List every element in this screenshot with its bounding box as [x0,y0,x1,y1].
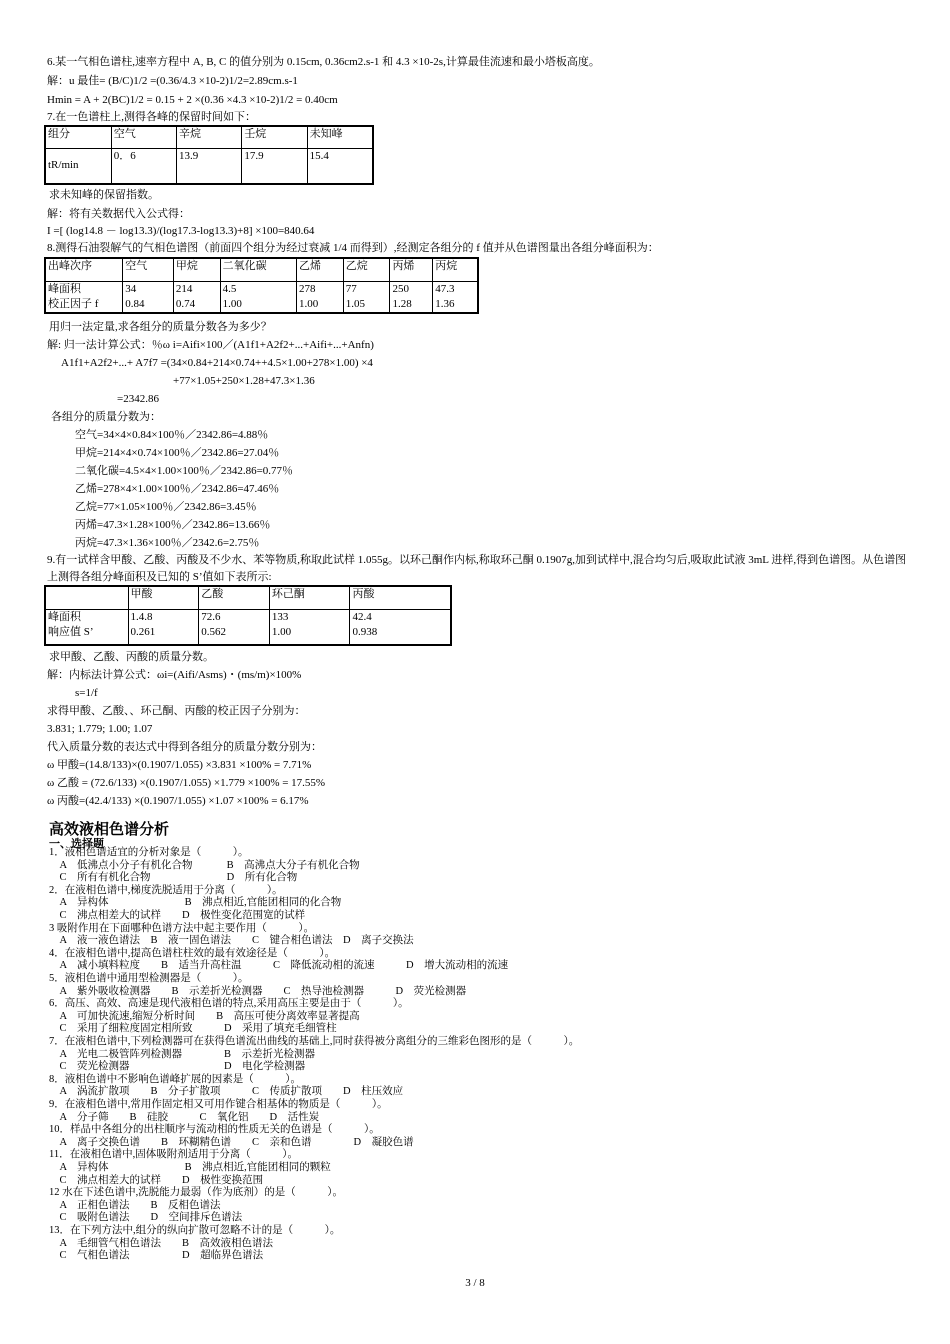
problem-8-answer-4: =2342.86 [117,393,159,405]
table-cell: 47.3 [433,282,478,298]
table-cell: 0.74 [173,297,220,313]
table-header-cell: 空气 [111,126,176,148]
result-line: 二氧化碳=4.5×4×1.00×100％／2342.86=0.77％ [75,465,294,477]
problem-9-question: 求甲酸、乙酸、丙酸的质量分数。 [49,651,214,663]
table-header-cell: 环己酮 [269,586,350,610]
question-line: 5．液相色谱中通用型检测器是（ ）。 [49,973,249,984]
question-line: A 分子筛 B 硅胶 C 氧化铝 D 活性炭 [49,1111,320,1123]
table-cell: 133 [269,610,350,626]
result-line: 乙烯=278×4×1.00×100％／2342.86=47.46％ [75,483,280,495]
table-cell: 250 [390,282,433,298]
question-line: 9．在液相色谱中,常用作固定相又可用作键合相基体的物质是（ ）。 [49,1099,388,1110]
question-line: A 液一液色谱法 B 液一固色谱法 C 键合相色谱法 D 离子交换法 [49,935,414,947]
question-line: A 减小填料粒度 B 适当升高柱温 C 降低流动相的流速 D 增大流动相的流速 [49,960,509,972]
result-line: ω 丙酸=(42.4/133) ×(0.1907/1.055) ×1.07 ×100% = 6.17% [47,795,309,807]
problem-8-answer-3: +77×1.05+250×1.28+47.3×1.36 [173,375,315,387]
table-header-cell: 乙烷 [343,258,390,282]
table-cell: 13.9 [176,148,241,184]
table-header-cell: 丙烯 [390,258,433,282]
table-cell: 42.4 [350,610,451,626]
table-row-label: 峰面积 [48,611,81,623]
problem-8-answer-2: A1f1+A2f2+...+ A7f7 =(34×0.84+214×0.74++4.5×1.00+278×1.00) ×4 [61,357,373,369]
table-header-cell: 丙烷 [433,258,478,282]
question-line: C 气相色谱法 D 超临界色谱法 [49,1250,264,1262]
table-cell: 72.6 [199,610,270,626]
problem-9-answer-3: 求得甲酸、乙酸、、环己酮、丙酸的校正因子分别为： [47,705,306,717]
question-line: 3 吸附作用在下面哪种色谱方法中起主要作用（ ）。 [49,922,315,934]
question-line: 7．在液相色谱中,下列检测器可在获得色谱流出曲线的基础上,同时获得被分离组分的三维彩色图形的是（ ）。 [49,1036,580,1047]
result-line: 丙烷=47.3×1.36×100％／2342.6=2.75％ [75,537,260,549]
table-cell: 214 [173,282,220,298]
question-line: 1．液相色谱适宜的分析对象是（ ）。 [49,847,249,858]
table-cell: 0.84 [123,297,174,313]
result-line: 空气=34×4×0.84×100％／2342.86=4.88％ [75,429,269,441]
question-line: 2．在液相色谱中,梯度洗脱适用于分离（ ）。 [49,884,283,896]
table-header-cell: 未知峰 [307,126,373,148]
internal-standard-table [44,585,452,646]
problem-7-answer-2: I =[ (log14.8 － log13.3)/(log17.3-log13.3)+8] ×100=840.64 [47,225,315,237]
page-number: 3 / 8 [465,1277,485,1289]
table-header-cell: 丙酸 [350,586,451,610]
table-cell: 4.5 [220,282,296,298]
table-header-cell: 组分 [45,126,111,148]
problem-7-question: 求未知峰的保留指数。 [49,189,159,201]
result-line: ω 乙酸 = (72.6/133) ×(0.1907/1.055) ×1.779 ×100% = 17.55% [47,777,326,789]
table-cell: 1.28 [390,297,433,313]
table-cell: 0.938 [350,625,451,645]
table-header-cell: 甲烷 [173,258,220,282]
problem-7-title: 7.在一色谱柱上,测得各峰的保留时间如下： [47,111,256,123]
result-line: ω 甲酸=(14.8/133)×(0.1907/1.055) ×3.831 ×100% = 7.71% [47,759,312,771]
table-cell: 17.9 [242,148,307,184]
problem-8-title: 8.测得石油裂解气的气相色谱图（前面四个组分为经过衰减 1/4 而得到）,经测定各组分的 f 值并从色谱图量出各组分峰面积为： [47,242,659,254]
result-line: 甲烷=214×4×0.74×100％／2342.86=27.04％ [75,447,280,459]
problem-6-title: 6.某一气相色谱柱,速率方程中 A, B, C 的值分别为 0.15cm, 0.36cm2.s-1 和 4.3 ×10-2s,计算最佳流速和最小塔板高度。 [47,56,600,68]
problem-9-title: 9.有一试样含甲酸、乙酸、丙酸及不少水、苯等物质,称取此试样 1.055g。以环己酮作内标,称取环己酮 0.1907g,加到试样中,混合均匀后,吸取此试液 3mL 进样,得到色谱图。从色谱图上测得各组分峰面积及已知的 S’值如下表所示: [47,554,907,583]
question-line: 13．在下列方法中,组分的纵向扩散可忽略不计的是（ ）。 [49,1225,341,1236]
table-header-cell: 空气 [123,258,174,282]
question-line: 11．在液相色谱中,固体吸附剂适用于分离（ ）。 [49,1149,298,1161]
question-line: A 光电二极管阵列检测器 B 示差折光检测器 [49,1048,316,1060]
question-line: A 紫外吸收检测器 B 示差折光检测器 C 热导池检测器 D 荧光检测器 [49,985,467,997]
table-header-cell: 辛烷 [176,126,241,148]
table-cell: 1.05 [343,297,390,313]
problem-8-answer-1: 解: 归一法计算公式：％ω i=Aifi×100／(A1f1+A2f2+...+Aifi+...+Anfn) [47,339,374,351]
problem-7-answer-1: 解：将有关数据代入公式得： [47,208,190,220]
table-cell: 0.562 [199,625,270,645]
table-cell: 77 [343,282,390,298]
table-cell: 1.00 [220,297,296,313]
question-line: 4．在液相色谱中,提高色谱柱柱效的最有效途径是（ ）。 [49,947,336,959]
problem-8-question: 用归一法定量,求各组分的质量分数各为多少？ [49,321,272,333]
table-cell: 0．6 [111,148,176,184]
table-header-cell: 出峰次序 [45,258,123,282]
question-line: A 异构体 B 沸点相近,官能团相同的化合物 [49,897,342,909]
question-line: A 异构体 B 沸点相近,官能团相同的颗粒 [49,1162,331,1173]
problem-6-line-2: Hmin = A + 2(BC)1/2 = 0.15 + 2 ×(0.36 ×4.3 ×10-2)1/2 = 0.40cm [47,94,338,106]
peak-area-table [44,257,479,314]
question-line: 6．高压、高效、高速是现代液相色谱的特点,采用高压主要是由于（ ）。 [49,998,409,1010]
table-cell: 1.36 [433,297,478,313]
section-heading: 高效液相色谱分析 [49,821,170,838]
problem-8-answer-5: 各组分的质量分数为： [51,411,161,423]
problem-9-answer-2: s=1/f [75,687,98,699]
table-row-label: tR/min [45,148,111,184]
problem-6-line-1: 解：u 最佳= (B/C)1/2 =(0.36/4.3 ×10-2)1/2=2.89cm.s-1 [47,75,298,87]
question-line: C 沸点相差大的试样 D 极性变化范围宽的试样 [49,910,306,921]
problem-9-answer-5: 代入质量分数的表达式中得到各组分的质量分数分别为： [47,741,322,753]
problem-9-answer-1: 解：内标法计算公式：ωi=(Aifi/Asms)・(ms/m)×100% [47,669,302,681]
table-cell: 0.261 [128,625,199,645]
question-line: A 正相色谱法 B 反相色谱法 [49,1199,221,1211]
table-cell: 15.4 [307,148,373,184]
question-line: A 涡流扩散项 B 分子扩散项 C 传质扩散项 D 柱压效应 [49,1086,404,1098]
table-header-cell: 乙酸 [199,586,270,610]
question-line: C 吸附色谱法 D 空间排斥色谱法 [49,1212,243,1224]
table-row-label: 峰面积 [48,283,81,295]
table-cell: 1.4.8 [128,610,199,626]
table-cell: 34 [123,282,174,298]
question-line: C 荧光检测器 D 电化学检测器 [49,1061,306,1073]
question-line: A 毛细管气相色谱法 B 高效液相色谱法 [49,1237,274,1249]
result-line: 丙烯=47.3×1.28×100％／2342.86=13.66％ [75,519,271,531]
table-header-cell: 甲酸 [128,586,199,610]
retention-time-table [44,125,374,185]
question-line: A 低沸点小分子有机化合物 B 高沸点大分子有机化合物 [49,859,360,871]
question-line: C 采用了细粒度固定相所致 D 采用了填充毛细管柱 [49,1023,337,1035]
question-line: C 沸点相差大的试样 D 极性变换范围 [49,1174,264,1186]
problem-9-answer-4: 3.831; 1.779; 1.00; 1.07 [47,723,153,735]
section-subheading: 一、选择题 [49,838,104,850]
question-line: 10．样品中各组分的出柱顺序与流动相的性质无关的色谱是（ ）。 [49,1124,380,1136]
question-line: C 所有有机化合物 D 所有化合物 [49,872,298,884]
question-line: A 可加快流速,缩短分析时间 B 高压可使分离效率显著提高 [49,1010,360,1022]
table-row-label: 校正因子 f [48,298,99,310]
table-header-cell: 壬烷 [242,126,307,148]
table-cell: 1.00 [297,297,344,313]
table-header-cell: 二氧化碳 [220,258,296,282]
table-cell: 1.00 [269,625,350,645]
table-row-label: 响应值 S’ [48,626,94,638]
table-header-cell [45,586,128,610]
result-line: 乙烷=77×1.05×100％／2342.86=3.45％ [75,501,257,513]
table-cell: 278 [297,282,344,298]
question-line: A 离子交换色谱 B 环糊精色谱 C 亲和色谱 D 凝胶色谱 [49,1136,414,1148]
question-line: 12 水在下述色谱中,洗脱能力最弱（作为底剂）的是（ ）。 [49,1187,343,1199]
question-line: 8．液相色谱中不影响色谱峰扩展的因素是（ ）。 [49,1073,301,1085]
table-header-cell: 乙烯 [297,258,344,282]
